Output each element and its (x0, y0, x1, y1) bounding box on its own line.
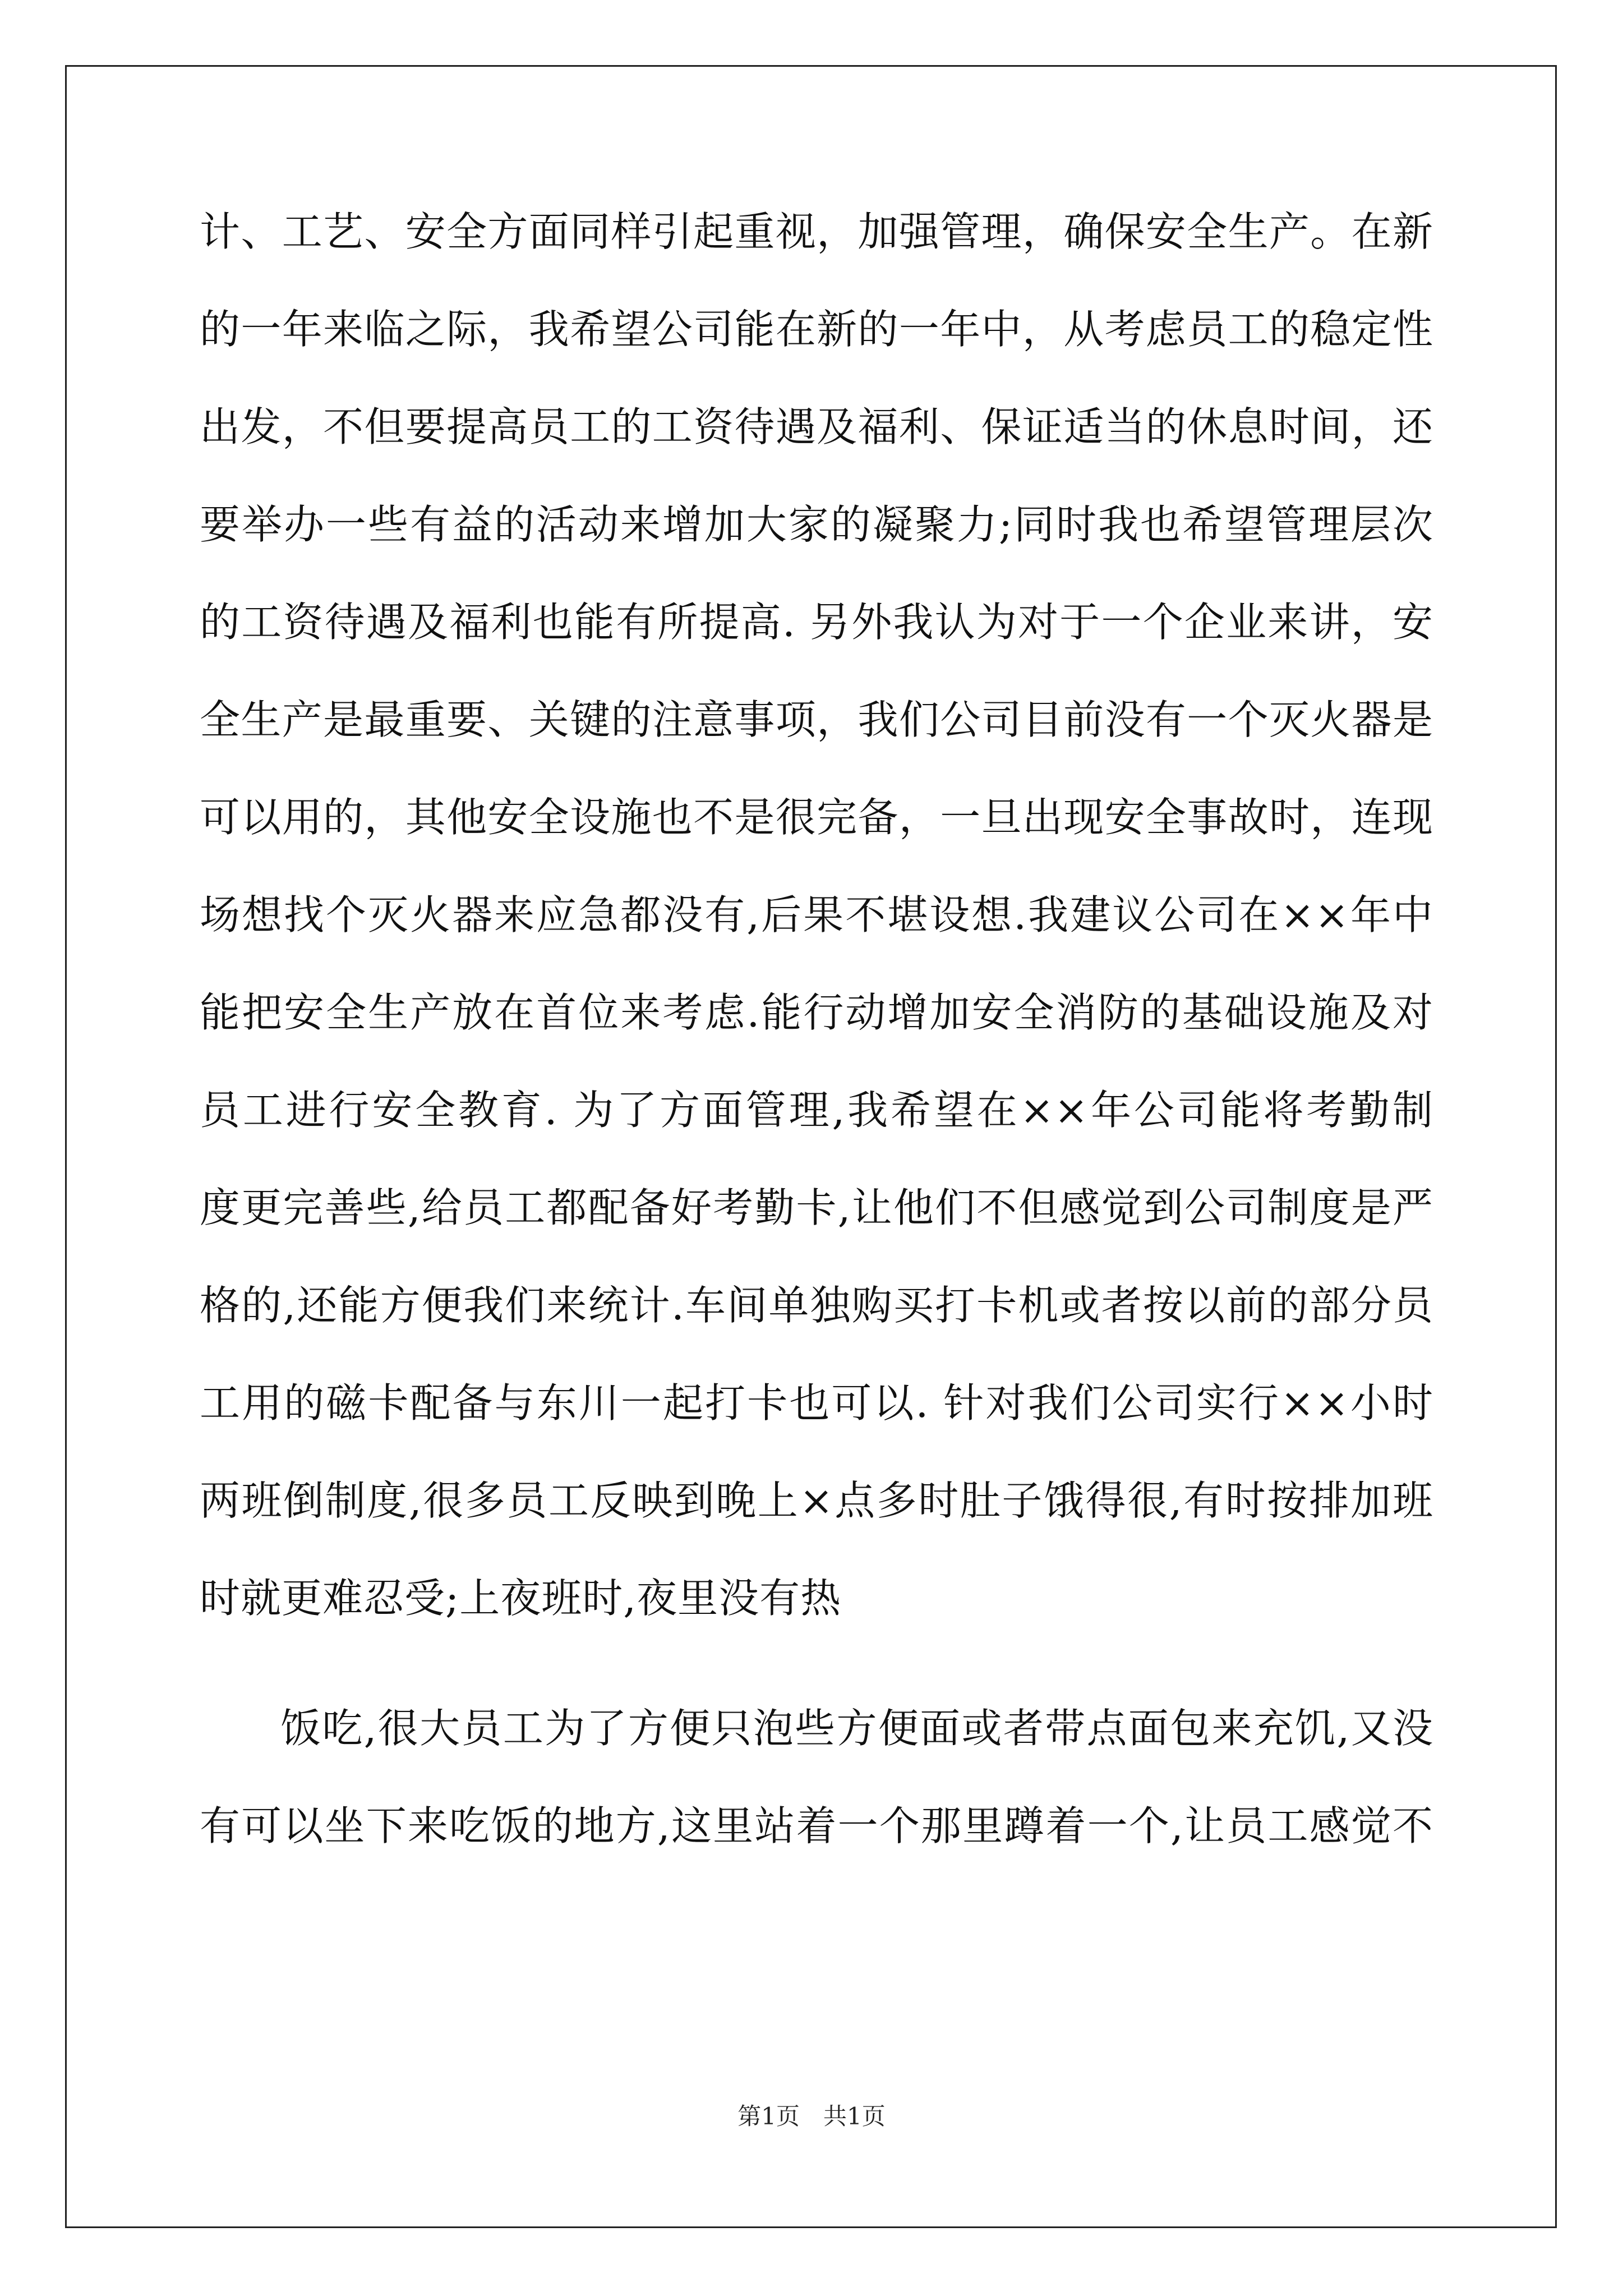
text-line: 员工进行安全教育. 为了方面管理,我希望在××年公司能将考勤制 (200, 1087, 1433, 1134)
text-line: 场想找个灭火器来应急都没有,后果不堪设想.我建议公司在××年中 (200, 891, 1433, 938)
text-line: 时就更难忍受;上夜班时,夜里没有热 (200, 1575, 842, 1622)
text-line: 格的,还能方便我们来统计.车间单独购买打卡机或者按以前的部分员 (200, 1282, 1433, 1329)
text-line: 全生产是最重要、关键的注意事项，我们公司目前没有一个灭火器是 (200, 696, 1433, 743)
text-line: 度更完善些,给员工都配备好考勤卡,让他们不但感觉到公司制度是严 (200, 1184, 1433, 1231)
text-line: 计、工艺、安全方面同样引起重视，加强管理，确保安全生产。在新 (200, 208, 1433, 255)
page-footer: 第1页 共1页 (737, 2102, 886, 2130)
text-line: 两班倒制度,很多员工反映到晚上×点多时肚子饿得很,有时按排加班 (200, 1477, 1433, 1524)
paragraph-1 (200, 183, 1433, 1647)
text-line: 有可以坐下来吃饭的地方,这里站着一个那里蹲着一个,让员工感觉不 (200, 1802, 1433, 1849)
paragraph-2 (200, 1680, 1433, 1875)
text-line: 可以用的，其他安全设施也不是很完备，一旦出现安全事故时，连现 (200, 794, 1433, 841)
document-body (200, 183, 1433, 1875)
text-line: 的一年来临之际，我希望公司能在新的一年中，从考虑员工的稳定性 (200, 306, 1433, 353)
text-line: 工用的磁卡配备与东川一起打卡也可以. 针对我们公司实行××小时 (200, 1379, 1433, 1427)
text-line: 饭吃,很大员工为了方便只泡些方便面或者带点面包来充饥,又没 (280, 1705, 1433, 1752)
text-line: 要举办一些有益的活动来增加大家的凝聚力;同时我也希望管理层次 (200, 501, 1433, 548)
text-line: 的工资待遇及福利也能有所提高. 另外我认为对于一个企业来讲，安 (200, 599, 1433, 646)
text-line: 出发，不但要提高员工的工资待遇及福利、保证适当的休息时间，还 (200, 403, 1433, 450)
text-line: 能把安全生产放在首位来考虑.能行动增加安全消防的基础设施及对 (200, 989, 1433, 1036)
